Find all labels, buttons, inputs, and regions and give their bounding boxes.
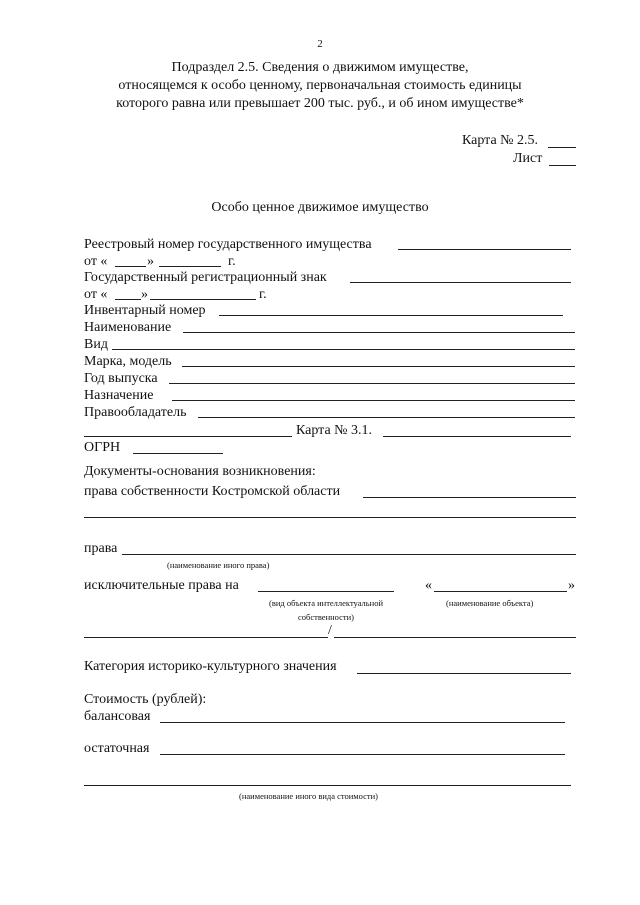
category-label: Категория историко-культурного значения: [84, 659, 337, 674]
ip-object-caption: (наименование объекта): [446, 598, 534, 608]
date1-year-label: г.: [228, 254, 236, 269]
sheet-label: Лист: [513, 151, 543, 166]
rights-caption: (наименование иного права): [167, 560, 270, 570]
owner-label: Правообладатель: [84, 405, 187, 420]
residual-field[interactable]: [160, 754, 565, 755]
ip-type-caption-1: (вид объекта интеллектуальной: [268, 598, 384, 608]
date2-quote-close: »: [141, 287, 148, 302]
heading-line-3: которого равна или превышает 200 тыс. руб., и об ином имуществе*: [116, 96, 524, 111]
docs-title: Документы-основания возникновения:: [84, 464, 316, 479]
brand-model-field[interactable]: [182, 366, 575, 367]
rights-field[interactable]: [122, 554, 576, 555]
card-number-label: Карта № 2.5.: [462, 133, 539, 148]
purpose-field[interactable]: [172, 400, 575, 401]
ip-object-field[interactable]: [434, 591, 567, 592]
ip-type-field[interactable]: [258, 591, 394, 592]
sheet-field[interactable]: [549, 165, 576, 166]
inventory-label: Инвентарный номер: [84, 303, 206, 318]
section-title: Особо ценное движимое имущество: [211, 200, 429, 215]
reg-number-label: Реестровый номер государственного имущества: [84, 237, 372, 252]
ownership-field-cont[interactable]: [84, 517, 576, 518]
doc-field-left[interactable]: [84, 637, 328, 638]
card-number-field[interactable]: [548, 147, 576, 148]
heading-line-2: относящемся к особо ценному, первоначальная стоимость единицы: [118, 78, 522, 93]
reg-sign-label: Государственный регистрационный знак: [84, 270, 327, 285]
card31-label: Карта № 3.1.: [296, 423, 373, 438]
date1-from-label: от «: [84, 254, 108, 269]
reg-number-field[interactable]: [398, 249, 571, 250]
open-quote: «: [425, 578, 432, 593]
ogrn-field[interactable]: [133, 453, 223, 454]
heading-line-1: Подраздел 2.5. Сведения о движимом имуществе,: [171, 60, 469, 75]
date2-month-field[interactable]: [150, 299, 256, 300]
kind-field[interactable]: [112, 349, 575, 350]
ownership-label: права собственности Костромской области: [84, 484, 341, 499]
exclusive-label: исключительные права на: [84, 578, 239, 593]
ownership-field[interactable]: [363, 497, 576, 498]
close-quote: »: [568, 578, 575, 593]
owner-field[interactable]: [198, 417, 575, 418]
owner-name-field[interactable]: [84, 436, 292, 437]
name-label: Наименование: [84, 320, 172, 335]
other-cost-field[interactable]: [84, 785, 571, 786]
year-field[interactable]: [169, 383, 575, 384]
balance-field[interactable]: [160, 722, 565, 723]
ogrn-label: ОГРН: [84, 440, 121, 455]
year-label: Год выпуска: [84, 371, 158, 386]
purpose-label: Назначение: [84, 388, 154, 403]
card31-field[interactable]: [383, 436, 571, 437]
date1-quote-close: »: [147, 254, 154, 269]
rights-label: права: [84, 541, 118, 556]
date2-year-label: г.: [259, 287, 267, 302]
date2-day-field[interactable]: [115, 299, 141, 300]
category-field[interactable]: [357, 673, 571, 674]
cost-title: Стоимость (рублей):: [84, 692, 207, 707]
date1-day-field[interactable]: [115, 266, 146, 267]
ip-type-caption-2: собственности): [298, 612, 354, 622]
page-number: 2: [317, 38, 323, 50]
doc-field-right[interactable]: [334, 637, 576, 638]
kind-label: Вид: [84, 337, 108, 352]
reg-sign-field[interactable]: [350, 282, 571, 283]
balance-label: балансовая: [84, 709, 151, 724]
date1-month-field[interactable]: [159, 266, 221, 267]
date2-from-label: от «: [84, 287, 108, 302]
other-cost-caption: (наименование иного вида стоимости): [239, 791, 378, 801]
inventory-field[interactable]: [219, 315, 563, 316]
name-field[interactable]: [183, 332, 575, 333]
residual-label: остаточная: [84, 741, 150, 756]
brand-model-label: Марка, модель: [84, 354, 172, 369]
doc-slash: /: [328, 623, 332, 638]
